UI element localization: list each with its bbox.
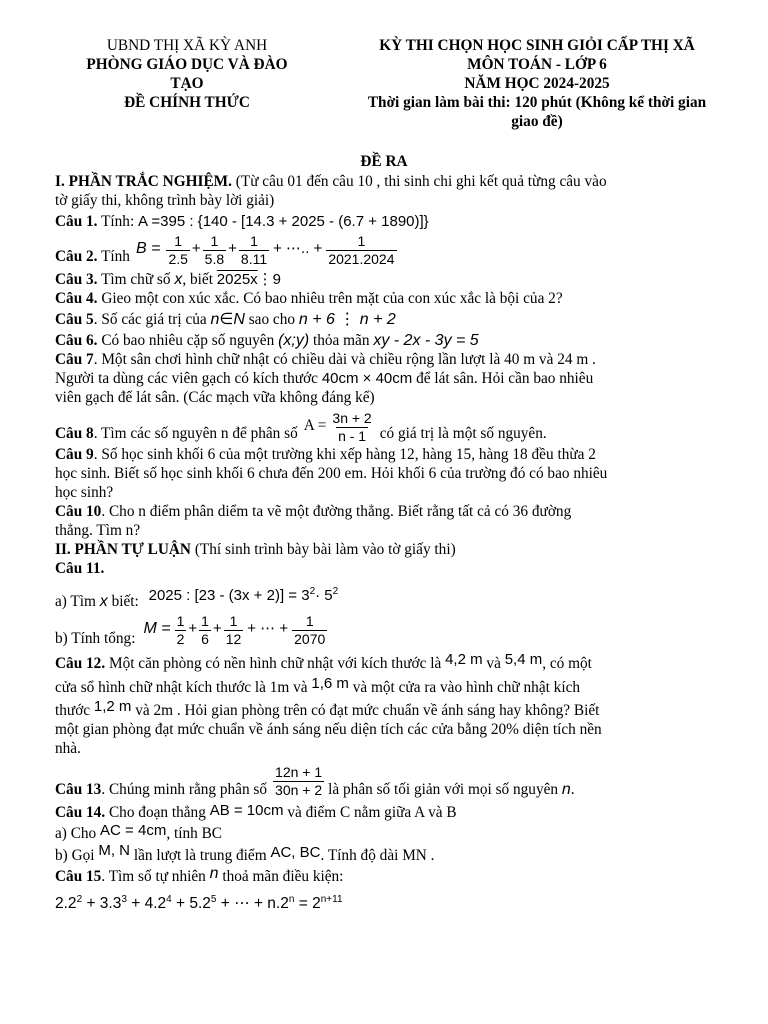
eq-exponent: 5 [210, 894, 217, 905]
question-label: Câu 7 [55, 351, 94, 368]
question-text: a) Cho [55, 825, 97, 842]
eq-exponent: n+11 [320, 894, 343, 905]
math-expression: AC = 4cm [100, 822, 167, 839]
math-expression: · 5 [315, 587, 333, 604]
question-text: biết: [111, 593, 139, 610]
question-9-line2: học sinh. Biết số học sinh khối 6 chưa đến 200 em. Hỏi khối 6 của trường đó có bao nhiêu [55, 465, 608, 482]
math-expression: AB = 10cm [209, 802, 284, 819]
question-text: để lát sân. Hỏi cần bao nhiêu [416, 370, 594, 387]
exam-content [55, 172, 745, 913]
question-text: và [486, 655, 501, 672]
question-12-line3 [55, 698, 745, 720]
fraction [273, 764, 324, 799]
question-text: , tính BC [166, 825, 223, 842]
question-text: cửa sổ hình chữ nhật kích thước là 1m và [55, 679, 308, 696]
denominator: n - 1 [338, 428, 367, 444]
question-text: Tìm chữ số [101, 271, 171, 288]
eq-term: + 5.2 [176, 895, 211, 913]
numerator: 1 [305, 613, 314, 629]
question-8 [55, 410, 745, 445]
numerator: 1 [210, 233, 219, 249]
math-dots: + ⋯ + [247, 620, 289, 637]
question-label: Câu 3. [55, 271, 98, 288]
question-11b: b) Tính tổng: M = $\frac{1}{2}$ + $\frac{1}{6}$ + $\frac{1}{12}$ + ⋯ + $\frac{1}{2070}$ [55, 613, 745, 650]
question-12-line4: một gian phòng đạt mức chuẩn về ánh sáng nếu diện tích các cửa bằng 20% diện tích nền [55, 721, 602, 738]
math-expression: 2025 : [23 - (3x + 2)] = 3 [148, 587, 310, 604]
numerator: 1 [357, 233, 366, 249]
question-text: là phân số tối giản với mọi số nguyên [328, 781, 559, 798]
denominator: 5.8 [204, 251, 225, 267]
question-text: thoả mãn điều kiện: [222, 868, 344, 885]
question-11-label: Câu 11. [55, 560, 105, 577]
question-text: Tính: [101, 213, 135, 230]
math-var: A = [303, 417, 327, 434]
question-text: , có một [542, 655, 592, 672]
header-right-line: MÔN TOÁN - LỚP 6 [467, 56, 607, 73]
math-measure: 1,6 m [311, 675, 349, 692]
math-var: n [209, 865, 219, 882]
question-9-line3: học sinh? [55, 484, 114, 501]
eq-term: + 4.2 [131, 895, 167, 913]
question-11a [55, 588, 745, 611]
question-text: b) Tính tổng: [55, 630, 136, 647]
question-12 [55, 651, 745, 674]
question-text: Cho đoạn thẳng [108, 804, 206, 821]
math-var: x [99, 593, 108, 610]
numerator: 12n + 1 [275, 764, 323, 780]
part1-intro [55, 172, 745, 191]
question-13 [55, 764, 745, 801]
numerator: 1 [174, 233, 183, 249]
part2-intro [55, 540, 745, 559]
eq-exponent: 2 [76, 894, 83, 905]
eq-term: 2.2 [55, 895, 77, 913]
question-15-equation [55, 890, 745, 913]
question-label: Câu 2. [55, 248, 98, 265]
math-divides: ⋮9 [257, 271, 282, 288]
fraction [199, 613, 211, 648]
math-expression: 40cm × 40cm [321, 370, 413, 387]
math-expression: AC, BC [270, 844, 321, 861]
question-text: Gieo một con xúc xắc. Có bao nhiêu trên mặt của con xúc xắc là bội của 2? [101, 290, 563, 307]
question-label: Câu 12. [55, 655, 106, 672]
math-var: n [561, 781, 571, 798]
eq-exponent: n [288, 894, 295, 905]
math-expression: A =395 : {140 - [14.3 + 2025 - (6.7 + 1890)]} [138, 213, 429, 230]
denominator: 30n + 2 [275, 782, 323, 798]
header-left-line: PHÒNG GIÁO DỤC VÀ ĐÀO [86, 56, 288, 73]
math-expression: n + 6 ⋮ n + 2 [298, 311, 396, 328]
question-text: . Một sân chơi hình chữ nhật có chiều dài và chiều rộng lần lượt là 40 m và 24 m . [93, 351, 596, 368]
question-1 [55, 212, 745, 231]
math-expression: M, N [98, 842, 131, 859]
question-text: , biết [182, 271, 213, 288]
math-expression: n∈N [210, 311, 245, 328]
question-7-line3: viên gạch để lát sân. (Các mạch vữa không đáng kể) [55, 389, 375, 406]
header-right-line: Thời gian làm bài thi: 120 phút (Không kể thời gian [367, 94, 707, 111]
header-right-line: NĂM HỌC 2024-2025 [464, 75, 610, 92]
question-3 [55, 270, 745, 289]
question-label: Câu 15 [55, 868, 102, 885]
fraction [224, 613, 244, 648]
question-5 [55, 310, 745, 329]
header-right-line: giao đề) [511, 113, 563, 130]
question-text: lần lượt là trung điểm [133, 847, 267, 864]
question-text: có giá trị là một số nguyên. [379, 425, 547, 442]
fraction [175, 613, 187, 648]
eq-exponent: 3 [121, 894, 127, 905]
question-14 [55, 803, 745, 822]
fraction [239, 233, 269, 268]
question-text: thước [55, 702, 91, 719]
question-text: b) Gọi [55, 847, 95, 864]
denominator: 8.11 [240, 251, 268, 267]
question-7 [55, 350, 745, 369]
question-14a [55, 824, 745, 843]
math-number-overline: 2025x [216, 271, 258, 288]
header-left [52, 36, 322, 112]
denominator: 2.5 [168, 251, 188, 267]
part2-note: (Thí sinh trình bày bài làm vào tờ giấy thi) [194, 541, 456, 558]
question-label: Câu 6. [55, 332, 98, 349]
math-var: B = [135, 240, 161, 257]
question-4 [55, 289, 745, 308]
part1-note-line2: tờ giấy thi, không trình bày lời giải) [55, 192, 275, 209]
fraction [203, 233, 226, 268]
part1-heading: I. PHẦN TRẮC NGHIỆM. [55, 173, 232, 190]
question-12-line2 [55, 675, 745, 697]
exam-title: ĐỀ RA [360, 153, 408, 170]
part2-heading: II. PHẦN TỰ LUẬN [55, 541, 191, 558]
math-dots: + ⋯.. + [273, 240, 323, 257]
question-text: và một cửa ra vào hình chữ nhật kích [352, 679, 581, 696]
question-14b [55, 842, 745, 865]
question-text: thỏa mãn [313, 332, 370, 349]
math-exponent: 2 [309, 586, 316, 597]
fraction [166, 233, 189, 268]
question-12-line5: nhà. [55, 740, 81, 757]
question-6 [55, 331, 745, 350]
question-label: Câu 8 [55, 425, 94, 442]
question-text: Một căn phòng có nền hình chữ nhật với kích thước là [108, 655, 442, 672]
denominator: 6 [201, 631, 209, 647]
eq-exponent: 4 [166, 894, 172, 905]
question-label: Câu 1. [55, 213, 98, 230]
question-10-line2: thẳng. Tìm n? [55, 522, 141, 539]
question-text: và 2m . Hỏi gian phòng trên có đạt mức chuẩn về ánh sáng hay không? Biết [135, 702, 600, 719]
math-var: M = [143, 620, 171, 637]
question-label: Câu 14. [55, 804, 106, 821]
part1-note: (Từ câu 01 đến câu 10 , thi sinh chi ghi kết quả từng câu vào [235, 173, 607, 190]
math-var: x [174, 271, 183, 288]
question-label: Câu 4. [55, 290, 98, 307]
header-left-line: ĐỀ CHÍNH THỨC [124, 94, 250, 111]
question-text: . Chúng minh rằng phân số [101, 781, 268, 798]
question-text: và điểm C nằm giữa A và B [287, 804, 457, 821]
question-15 [55, 867, 745, 886]
math-exponent: 2 [332, 586, 339, 597]
header-left-line: TẠO [170, 75, 204, 92]
question-label: Câu 5 [55, 311, 94, 328]
math-measure: 5,4 m [504, 651, 543, 668]
denominator: 12 [225, 631, 242, 647]
question-7-line2 [55, 369, 745, 388]
question-label: Câu 9 [55, 446, 94, 463]
question-10 [55, 502, 745, 521]
numerator: 1 [201, 613, 209, 629]
question-text: Tính [101, 248, 130, 265]
numerator: 1 [176, 613, 185, 629]
fraction [326, 233, 396, 268]
question-text: . Cho n điểm phân diểm ta vẽ một đường thẳng. Biết rằng tất cả có 36 đường [101, 503, 572, 520]
math-measure: 1,2 m [93, 698, 132, 715]
numerator: 1 [229, 613, 238, 629]
header-right [328, 36, 746, 131]
denominator: 2 [176, 631, 185, 647]
question-text: Người ta dùng các viên gạch có kích thước [55, 370, 318, 387]
question-label: Câu 13 [55, 781, 102, 798]
header-left-line: UBND THỊ XÃ KỲ ANH [106, 37, 268, 54]
denominator: 2021.2024 [328, 251, 395, 267]
denominator: 2070 [294, 631, 326, 647]
question-9 [55, 445, 745, 464]
math-measure: 4,2 m [445, 651, 483, 668]
eq-term: + ⋯ + n.2 [220, 895, 289, 913]
header-right-line: KỲ THI CHỌN HỌC SINH GIỎI CẤP THỊ XÃ [379, 37, 695, 54]
question-text: . Tìm số tự nhiên [101, 868, 206, 885]
numerator: 3n + 2 [332, 410, 372, 426]
question-text: a) Tìm [55, 593, 96, 610]
question-text: . Tìm các số nguyên n để phân số [93, 425, 298, 442]
eq-term: = 2 [298, 895, 321, 913]
fraction [330, 410, 373, 445]
question-text: . Tính độ dài MN . [320, 847, 435, 864]
numerator: 1 [250, 233, 258, 249]
question-text: sao cho [248, 311, 296, 328]
math-expression: (x;y) [278, 332, 310, 349]
question-text: . Số học sinh khối 6 của một trường khi xếp hàng 12, hàng 15, hàng 18 đều thừa 2 [93, 446, 596, 463]
question-text: Có bao nhiêu cặp số nguyên [101, 332, 275, 349]
eq-term: + 3.3 [86, 895, 122, 913]
question-text: . Số các giá trị của [93, 311, 207, 328]
question-2: Câu 2. Tính B = $\frac{1}{2.5}$ + $\frac{1}{5.8}$ + $\frac{1}{8.11}$ + ⋯.. + $\frac{1}{2021.2024}$ [55, 233, 395, 267]
question-text: . [570, 781, 575, 798]
question-label: Câu 10 [55, 503, 102, 520]
math-expression: xy - 2x - 3y = 5 [373, 332, 479, 349]
fraction [292, 613, 327, 648]
